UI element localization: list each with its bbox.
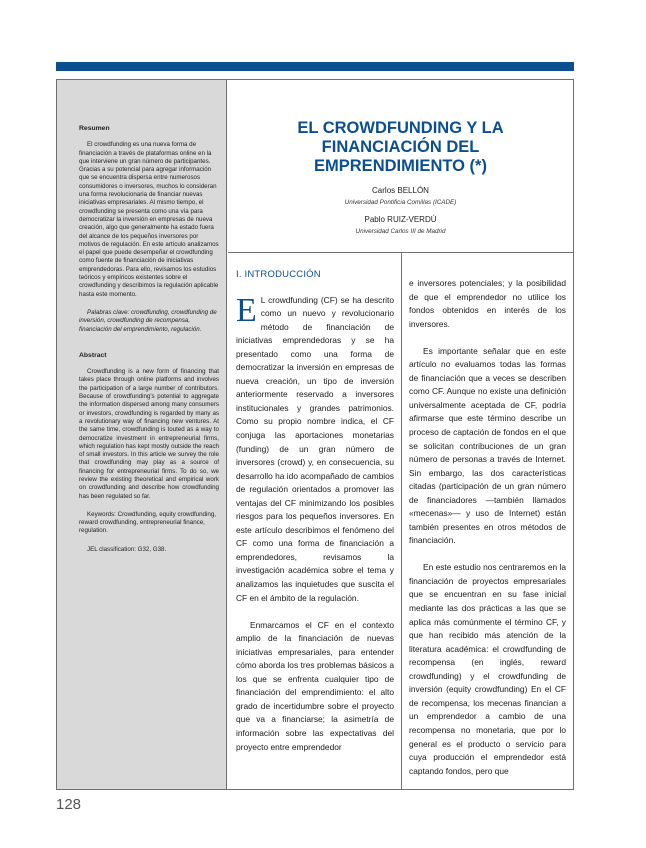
title-line-3: EMPRENDIMIENTO (*)	[314, 157, 487, 175]
intro-paragraph-3: Es importante señalar que en este artículo no evaluamos todas las formas de financiación que a veces se describen como CF. Aunque no existe una definición universalmente aceptada de CF, podría afirmarse que este término describe un proceso de captación de fondos en el que se solicitan contribuciones de un gran número de personas a través de Internet. Sin embargo, las dos características citadas (participación de un gran número de financiadores —también llamados «mecenas»— y uso de Internet) están también presentes en otros métodos de financiación.	[409, 345, 566, 546]
body-column-1	[236, 268, 394, 754]
resumen-heading: Resumen	[79, 125, 110, 132]
intro-paragraph-4: En este estudio nos centraremos en la financiación de proyectos empresariales que se encuentran en su fase inicial mediante las dos prácticas a las que se aplica más comúnmente el término CF, y que han recibido más atención de la literatura académica: el crowdfunding de recompensa (en inglés, reward crowdfunding) y el crowdfunding de inversión (equity crowdfunding) En el CF de recompensa, los mecenas financian a un emprendedor a cambio de una recompensa no monetaria, que por lo general es el producto o servicio para cuya producción el emprendedor está captando fondos, pero que	[409, 562, 566, 776]
author-2-affiliation: Universidad Carlos III de Madrid	[355, 228, 446, 235]
author-1: Carlos BELLÓN	[372, 186, 429, 195]
page-number: 128	[56, 796, 82, 813]
jel-classification: JEL classification: G32, G38.	[87, 545, 167, 553]
column-divider	[401, 253, 402, 789]
title-line-1: EL CROWDFUNDING Y LA	[297, 119, 504, 137]
palabras-clave: Palabras clave: crowdfunding, crowdfunding de inversión, crowdfunding de recompensa, financiación del emprendimiento, regulación.	[79, 308, 217, 333]
drop-cap: E	[236, 291, 257, 329]
intro-paragraph-2-cont: e inversores potenciales; y la posibilidad de que el emprendedor no utilice los fondos obtenidos en interés de los inversores.	[409, 278, 566, 329]
abstract-heading: Abstract	[79, 351, 107, 359]
title-block	[228, 80, 573, 253]
intro-paragraph-2: Enmarcamos el CF en el contexto amplio de la financiación de nuevas iniciativas empresariales, para entender cómo aborda los tres problemas básicos a los que se enfrenta cualquier tipo de financiación del emprendimiento: el alto grado de incertidumbre sobre el proyecto que va a financiarse; la asimetría de información sobre las expectativas del proyecto entre emprendedor	[236, 619, 394, 752]
section-heading: I. INTRODUCCIÓN	[236, 269, 321, 280]
body-column-2	[409, 277, 566, 778]
intro-paragraph-1: E L crowdfunding (CF) se ha descrito como un nuevo y revolucionario método de financiación de iniciativas emprendedoras y se ha presentado como una forma de democratizar la inversión en empresas de nueva creación, un tipo de inversión anteriormente reservado a inversores institucionales y grandes patrimonios. Como su propio nombre indica, el CF conjuga las aportaciones monetarias (funding) de un gran número de inversores (crowd) y, en consecuencia, su desarrollo ha ido acompañado de cambios de regulación orientados a promover las ventajas del CF minimizando los posibles riesgos para los pequeños inversores. En este artículo describimos el fenómeno del CF como una forma de financiación a emprendedores, revisamos la investigación académica sobre el tema y analizamos las inquietudes que suscita el CF en el ámbito de la regulación.	[236, 291, 394, 603]
header-bar	[56, 62, 574, 71]
author-1-affiliation: Universidad Pontificia Comillas (ICADE)	[344, 199, 457, 206]
title-line-2: FINANCIACIÓN DEL	[321, 138, 480, 156]
article-title	[228, 119, 573, 176]
resumen-text: El crowdfunding es una nueva forma de financiación a través de plataformas online en la que interviene un gran número de participantes. Gracias a su potencial para agregar información que se encuentra dispersa entre numerosos consumidores o inversores, muchos lo consideran una forma revolucionaria de financiar nuevas iniciativas empresariales. Al mismo tiempo, el crowdfunding se presenta como una vía para democratizar la inversión en empresas de nueva creación, algo que generalmente ha estado fuera del alcance de los pequeños inversores por motivos de regulación. En este artículo analizamos el papel que puede desempeñar el crowdfunding como fuente de financiación de iniciativas emprendedoras. Para ello, revisamos los estudios teóricos y empíricos existentes sobre el crowdfunding y describimos la regulación aplicable hasta este momento.	[79, 141, 219, 298]
sidebar-content	[79, 125, 219, 554]
author-2: Pablo RUIZ-VERDÚ	[364, 215, 437, 224]
abstract-text: Crowdfunding is a new form of financing that takes place through online platforms and involves the participation of a large number of contributors. Because of crowdfunding's potential to aggregate the information dispersed among many consumers or investors, crowdfunding is regarded by many as a revolutionary way of financing new ventures. At the same time, crowdfunding is touted as a way to democratize investment in entrepreneurial firms, which regulation has kept mostly outside the reach of small investors. In this article we survey the role that crowdfunding may play as a source of financing for entrepreneurial firms. To do so, we review the existing theoretical and empirical work on crowdfunding and describe how crowdfunding has been regulated so far.	[79, 368, 219, 500]
keywords: Keywords: Crowdfunding, equity crowdfunding, reward crowdfunding, entrepreneurial finance, regulation.	[79, 510, 216, 535]
sidebar	[57, 80, 227, 789]
